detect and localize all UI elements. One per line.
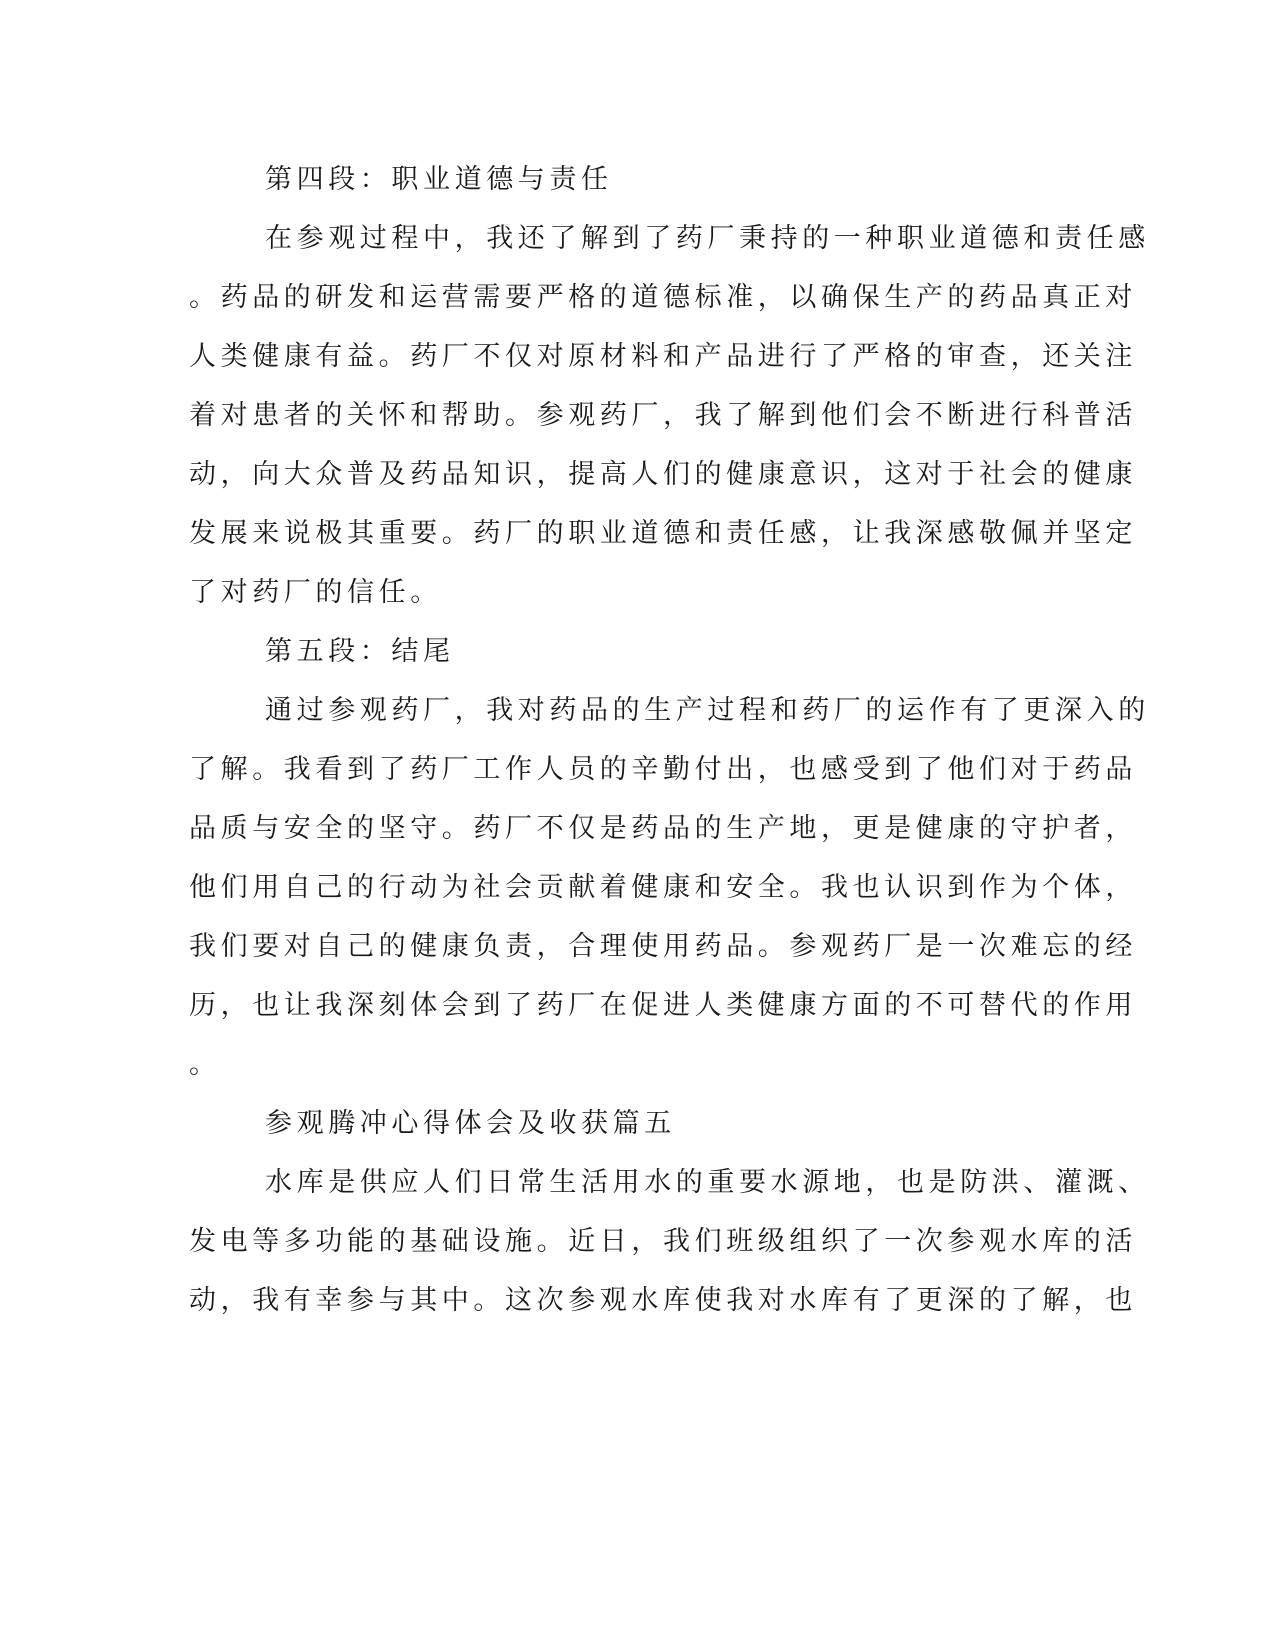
paragraph-line: 动，向大众普及药品知识，提高人们的健康意识，这对于社会的健康 — [189, 459, 1137, 490]
paragraph-line: 我们要对自己的健康负责，合理使用药品。参观药厂是一次难忘的经 — [189, 931, 1137, 962]
paragraph-line: 发电等多功能的基础设施。近日，我们班级组织了一次参观水库的活 — [189, 1226, 1137, 1257]
paragraph-line: 。 — [189, 1049, 221, 1080]
paragraph-line: 了解。我看到了药厂工作人员的辛勤付出，也感受到了他们对于药品 — [189, 754, 1137, 785]
paragraph-line: 。药品的研发和运营需要严格的道德标准，以确保生产的药品真正对 — [189, 282, 1137, 313]
paragraph-line: 了对药厂的信任。 — [189, 577, 442, 608]
article-title: 参观腾冲心得体会及收获篇五 — [265, 1108, 676, 1139]
paragraph-line: 他们用自己的行动为社会贡献着健康和安全。我也认识到作为个体， — [189, 872, 1137, 903]
paragraph-line: 历，也让我深刻体会到了药厂在促进人类健康方面的不可替代的作用 — [189, 990, 1137, 1021]
paragraph-line: 通过参观药厂，我对药品的生产过程和药厂的运作有了更深入的 — [265, 695, 1150, 726]
paragraph-line: 水库是供应人们日常生活用水的重要水源地，也是防洪、灌溉、 — [265, 1167, 1150, 1198]
paragraph-line: 动，我有幸参与其中。这次参观水库使我对水库有了更深的了解，也 — [189, 1285, 1137, 1316]
paragraph-line: 发展来说极其重要。药厂的职业道德和责任感，让我深感敬佩并坚定 — [189, 518, 1137, 549]
paragraph-line: 在参观过程中，我还了解到了药厂秉持的一种职业道德和责任感 — [265, 223, 1150, 254]
paragraph-line: 人类健康有益。药厂不仅对原材料和产品进行了严格的审查，还关注 — [189, 341, 1137, 372]
paragraph-line: 着对患者的关怀和帮助。参观药厂，我了解到他们会不断进行科普活 — [189, 400, 1137, 431]
section-heading-4: 第四段：职业道德与责任 — [265, 164, 613, 195]
section-heading-5: 第五段：结尾 — [265, 636, 455, 667]
paragraph-line: 品质与安全的坚守。药厂不仅是药品的生产地，更是健康的守护者， — [189, 813, 1137, 844]
